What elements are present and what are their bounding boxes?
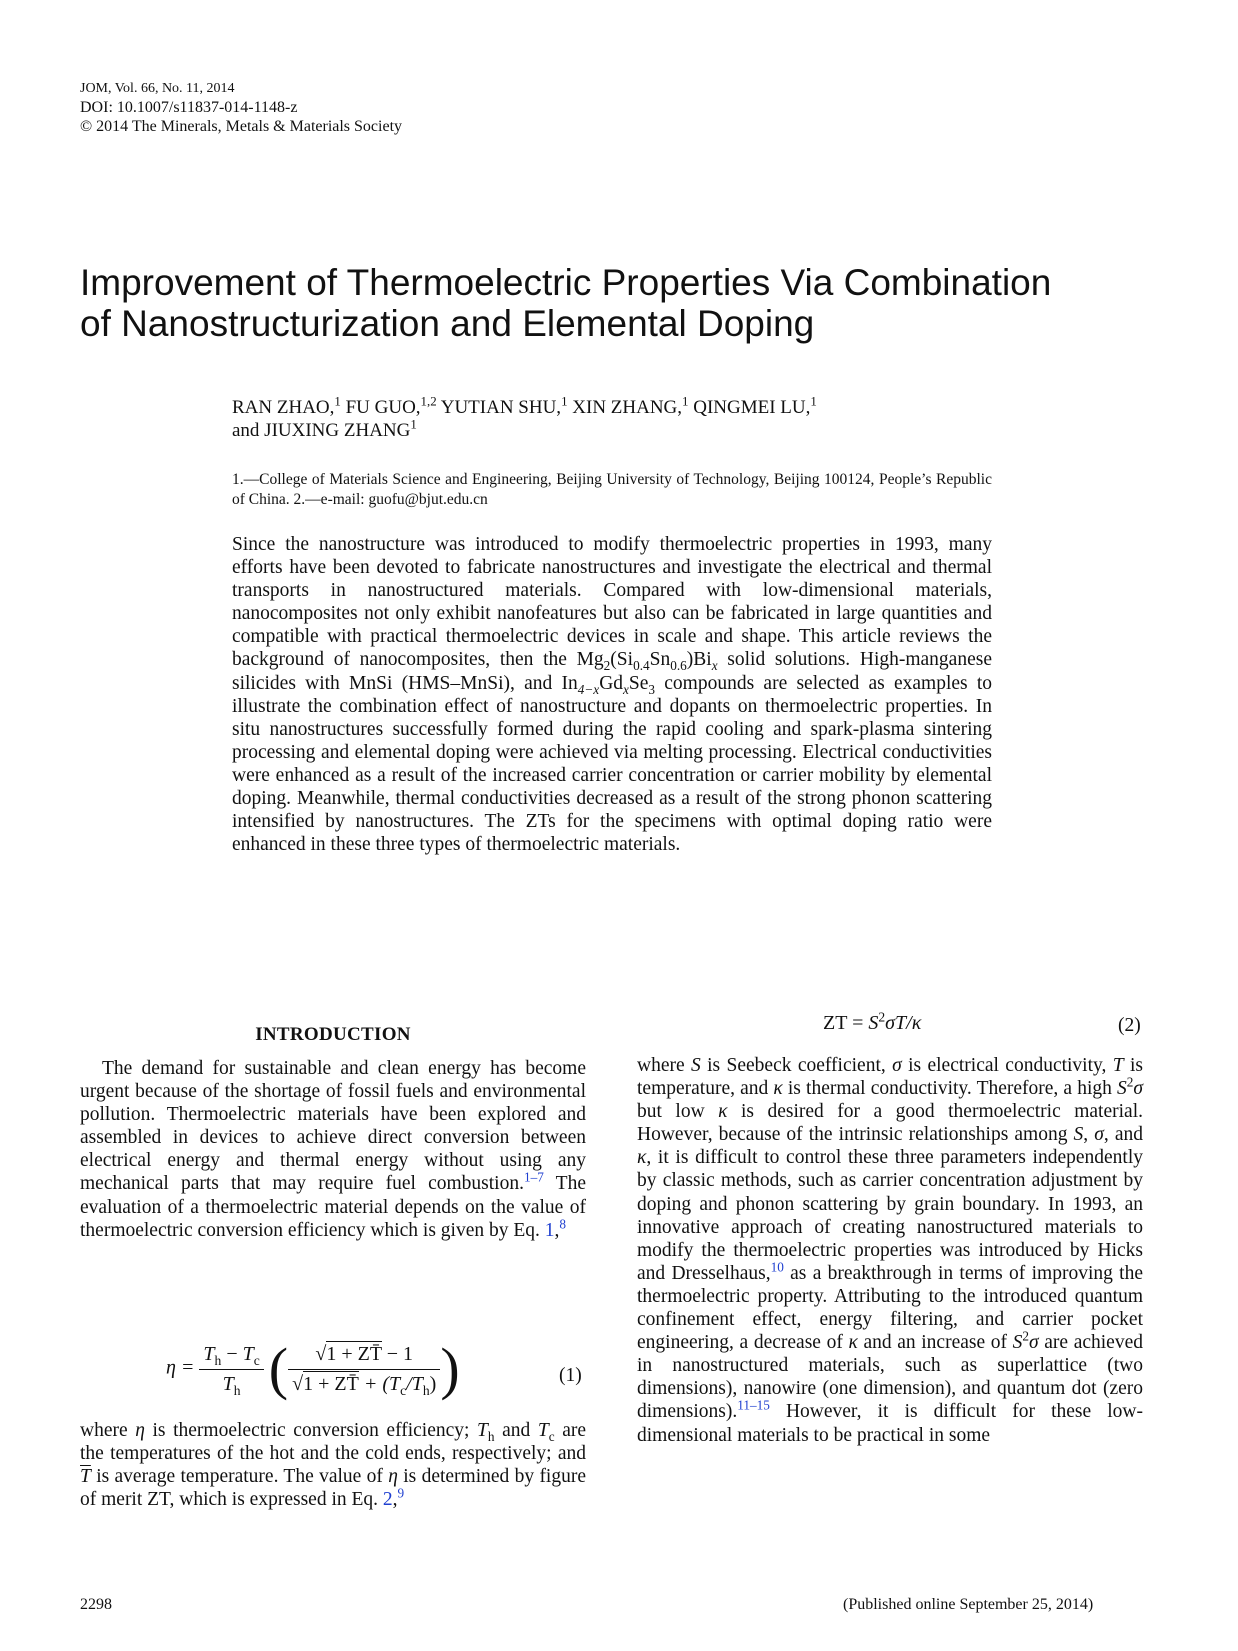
citation-link[interactable]: 9 — [397, 1485, 405, 1501]
author: RAN ZHAO, — [232, 397, 335, 418]
title-line-1: Improvement of Thermoelectric Properties Via Combination — [80, 262, 1052, 303]
title-line-2: of Nanostructurization and Elemental Doping — [80, 303, 815, 344]
citation-link[interactable]: 11–15 — [737, 1397, 770, 1413]
author: YUTIAN SHU, — [436, 397, 562, 418]
copyright: © 2014 The Minerals, Metals & Materials Society — [80, 118, 403, 135]
equation-reference-link[interactable]: 1 — [544, 1219, 555, 1241]
equation-1: η = $\frac{T_h - T_c}{T_h}$ ( $\frac{√1 + ZT̄ - 1}{√1 + ZT̄ + (T_c/T_h)}$ ) — [166, 1336, 460, 1401]
author: FU GUO, — [340, 397, 421, 418]
author-affiliation-mark: 1 — [334, 393, 341, 409]
equation-1-number: (1) — [559, 1365, 582, 1386]
equation-2-number: (2) — [1118, 1015, 1141, 1036]
author-affiliation-mark: 1 — [561, 393, 568, 409]
page-number: 2298 — [80, 1596, 112, 1613]
citation-link[interactable]: 8 — [559, 1216, 567, 1232]
author-affiliation-mark: 1 — [410, 416, 417, 432]
author-affiliation-mark: 1 — [682, 393, 689, 409]
introduction-paragraph-1: The demand for sustainable and clean energy has become urgent because of the shortage of fossil fuels and environmental pollution. Thermoelectric materials have been explored and assembled in devices to achieve direct conversion between electrical energy and thermal energy without using any mechanical parts that may require fuel combustion.$^{1-7}$ The evaluation of a thermoelectric material depends on the value of thermoelectric conversion efficiency which is given by Eq. 1,$^8$ — [80, 1058, 587, 1241]
author: XIN ZHANG, — [567, 397, 683, 418]
abstract: Since the nanostructure was introduced to modify thermoelectric properties in 1993, many efforts have been devoted to fabricate nanostructures and investigate the electrical and thermal transports in nanostructured materials. Compared with low-dimensional materials, nanocomposites not only exhibit nanofeatures but also can be fabricated in large quantities and compatible with practical thermoelectric devices in scale and shape. This article reviews the background of nanocomposites, then the $Mg_2(Si_{0.4}Sn_{0.6})Bi_x$ solid solutions. High-manganese silicides with MnSi (HMS–MnSi), and $In_{4-x}Gd_xSe_3$ compounds are selected as examples to illustrate the combination effect of nanostructure and dopants on thermoelectric properties. In situ nanostructures successfully formed during the rapid cooling and spark-plasma sintering processing and elemental doping were achieved via melting processing. Electrical conductivities were enhanced as a result of the increased carrier concentration or carrier mobility by elemental doping. Meanwhile, thermal conductivities decreased as a result of the strong phonon scattering intensified by nanostructures. The ZTs for the specimens with optimal doping ratio were enhanced in these three types of thermoelectric materials. — [232, 534, 993, 856]
equation-2: ZT = $S^2\sigma T/\kappa$ — [823, 1009, 922, 1034]
journal-metadata — [80, 80, 402, 136]
publication-date: (Published online September 25, 2014) — [843, 1596, 1094, 1613]
citation-link[interactable]: 1–7 — [523, 1169, 544, 1185]
author-affiliation-mark: 1 — [810, 393, 817, 409]
right-column-paragraph: where S is Seebeck coefficient, σ is electrical conductivity, T is temperature, and κ is thermal conductivity. Therefore, a high $S^2\sigma$ but low κ is desired for a good thermoelectric material. However, because of the intrinsic relationships among S, σ, and κ, it is difficult to control these three parameters independently by classic methods, such as carrier concentration adjustment by doping and phonon scattering by grain boundary. In 1993, an innovative approach of creating nanostructured materials to modify the thermoelectric properties was introduced by Hicks and Dresselhaus,$^{10}$ as a breakthrough in terms of improving the thermoelectric property. Attributing to the introduced quantum confinement effect, energy filtering, and carrier pocket engineering, a decrease of κ and an increase of $S^2\sigma$ are achieved in nanostructured materials, such as superlattice (two dimensions), nanowire (one dimension), and quantum dot (zero dimensions).$^{11-15}$ However, it is difficult for these low-dimensional materials to be practical in some — [637, 1055, 1144, 1446]
author: QINGMEI LU, — [688, 397, 811, 418]
equation-reference-link[interactable]: 2 — [382, 1489, 393, 1511]
author: and JIUXING ZHANG — [232, 420, 411, 441]
author-list — [232, 393, 992, 442]
journal-citation: JOM, Vol. 66, No. 11, 2014 — [80, 81, 235, 96]
author-affiliation-mark: 1,2 — [420, 393, 437, 409]
section-heading-introduction: INTRODUCTION — [255, 1024, 411, 1045]
introduction-paragraph-2: where η is thermoelectric conversion efficiency; $T_h$ and $T_c$ are the temperatures of the hot and the cold ends, respectively; and $\overline{T}$ is average temperature. The value of η is determined by figure of merit ZT, which is expressed in Eq. 2,$^9$ — [80, 1420, 587, 1511]
doi: DOI: 10.1007/s11837-014-1148-z — [80, 99, 298, 116]
citation-link[interactable]: 10 — [770, 1259, 784, 1275]
affiliation: 1.—College of Materials Science and Engineering, Beijing University of Technology, Beijing 100124, People’s Republic of China. 2.—e-mail: guofu@bjut.edu.cn — [232, 471, 992, 508]
article-title — [80, 262, 1160, 344]
